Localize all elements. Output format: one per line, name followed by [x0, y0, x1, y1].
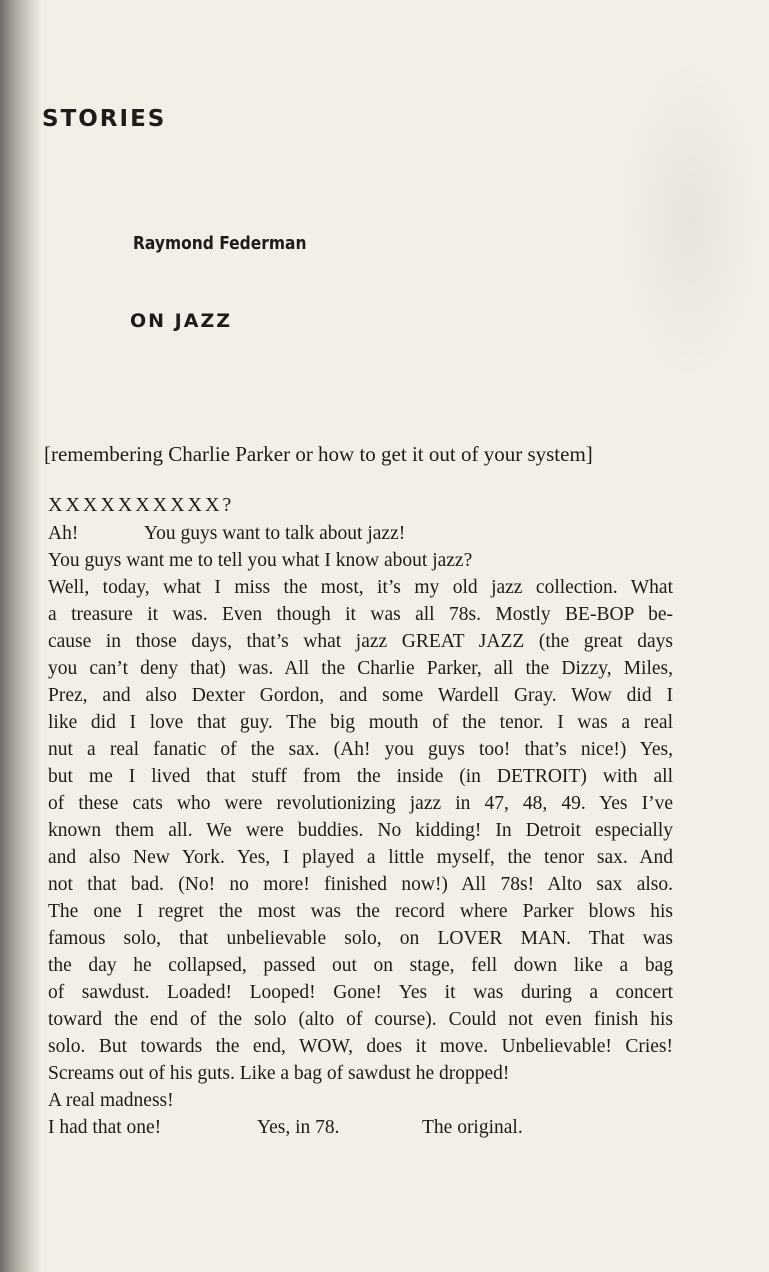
ink-bleed-through [620, 60, 760, 380]
text-line: the day he collapsed, passed out on stage, fell down like a bag [48, 955, 673, 976]
text-line: not that bad. (No! no more! finished now!) All 78s! Alto sax also. [48, 874, 673, 895]
text-segment: Ah! [48, 523, 79, 544]
section-heading: STORIES [42, 106, 167, 132]
text-line: you can’t deny that) was. All the Charlie Parker, all the Dizzy, Miles, [48, 658, 673, 679]
text-line: cause in those days, that’s what jazz GREAT JAZZ (the great days [48, 631, 673, 652]
text-segment: The original. [422, 1117, 523, 1138]
text-line [48, 520, 673, 547]
text-line: of sawdust. Loaded! Looped! Gone! Yes it was during a concert [48, 982, 673, 1003]
story-title: ON JAZZ [130, 310, 232, 332]
text-line: Prez, and also Dexter Gordon, and some Wardell Gray. Wow did I [48, 685, 673, 706]
author-name: Raymond Federman [133, 233, 307, 254]
text-line: The one I regret the most was the record where Parker blows his [48, 901, 673, 922]
text-line: You guys want me to tell you what I know about jazz? [48, 550, 473, 571]
text-line: toward the end of the solo (alto of course). Could not even finish his [48, 1009, 673, 1030]
text-line: A real madness! [48, 1090, 174, 1111]
text-line: but me I lived that stuff from the inside (in DETROIT) with all [48, 766, 673, 787]
x-line: XXXXXXXXXX? [48, 494, 235, 516]
text-line: famous solo, that unbelievable solo, on LOVER MAN. That was [48, 928, 673, 949]
text-segment: I had that one! [48, 1117, 162, 1138]
text-line: Screams out of his guts. Like a bag of sawdust he dropped! [48, 1063, 510, 1084]
text-line: a treasure it was. Even though it was all 78s. Mostly BE-BOP be- [48, 604, 673, 625]
story-subtitle: [remembering Charlie Parker or how to get it out of your system] [44, 442, 593, 466]
text-line: solo. But towards the end, WOW, does it move. Unbelievable! Cries! [48, 1036, 673, 1057]
text-segment: Yes, in 78. [257, 1117, 340, 1138]
text-line: nut a real fanatic of the sax. (Ah! you guys too! that’s nice!) Yes, [48, 739, 673, 760]
book-gutter-shadow [0, 0, 42, 1272]
text-segment: You guys want to talk about jazz! [144, 523, 406, 544]
text-line: of these cats who were revolutionizing jazz in 47, 48, 49. Yes I’ve [48, 793, 673, 814]
text-line: like did I love that guy. The big mouth of the tenor. I was a real [48, 712, 673, 733]
text-line: Well, today, what I miss the most, it’s my old jazz collection. What [48, 577, 673, 598]
text-line [48, 1114, 673, 1141]
text-line: and also New York. Yes, I played a little myself, the tenor sax. And [48, 847, 673, 868]
text-line: known them all. We were buddies. No kidding! In Detroit especially [48, 820, 673, 841]
